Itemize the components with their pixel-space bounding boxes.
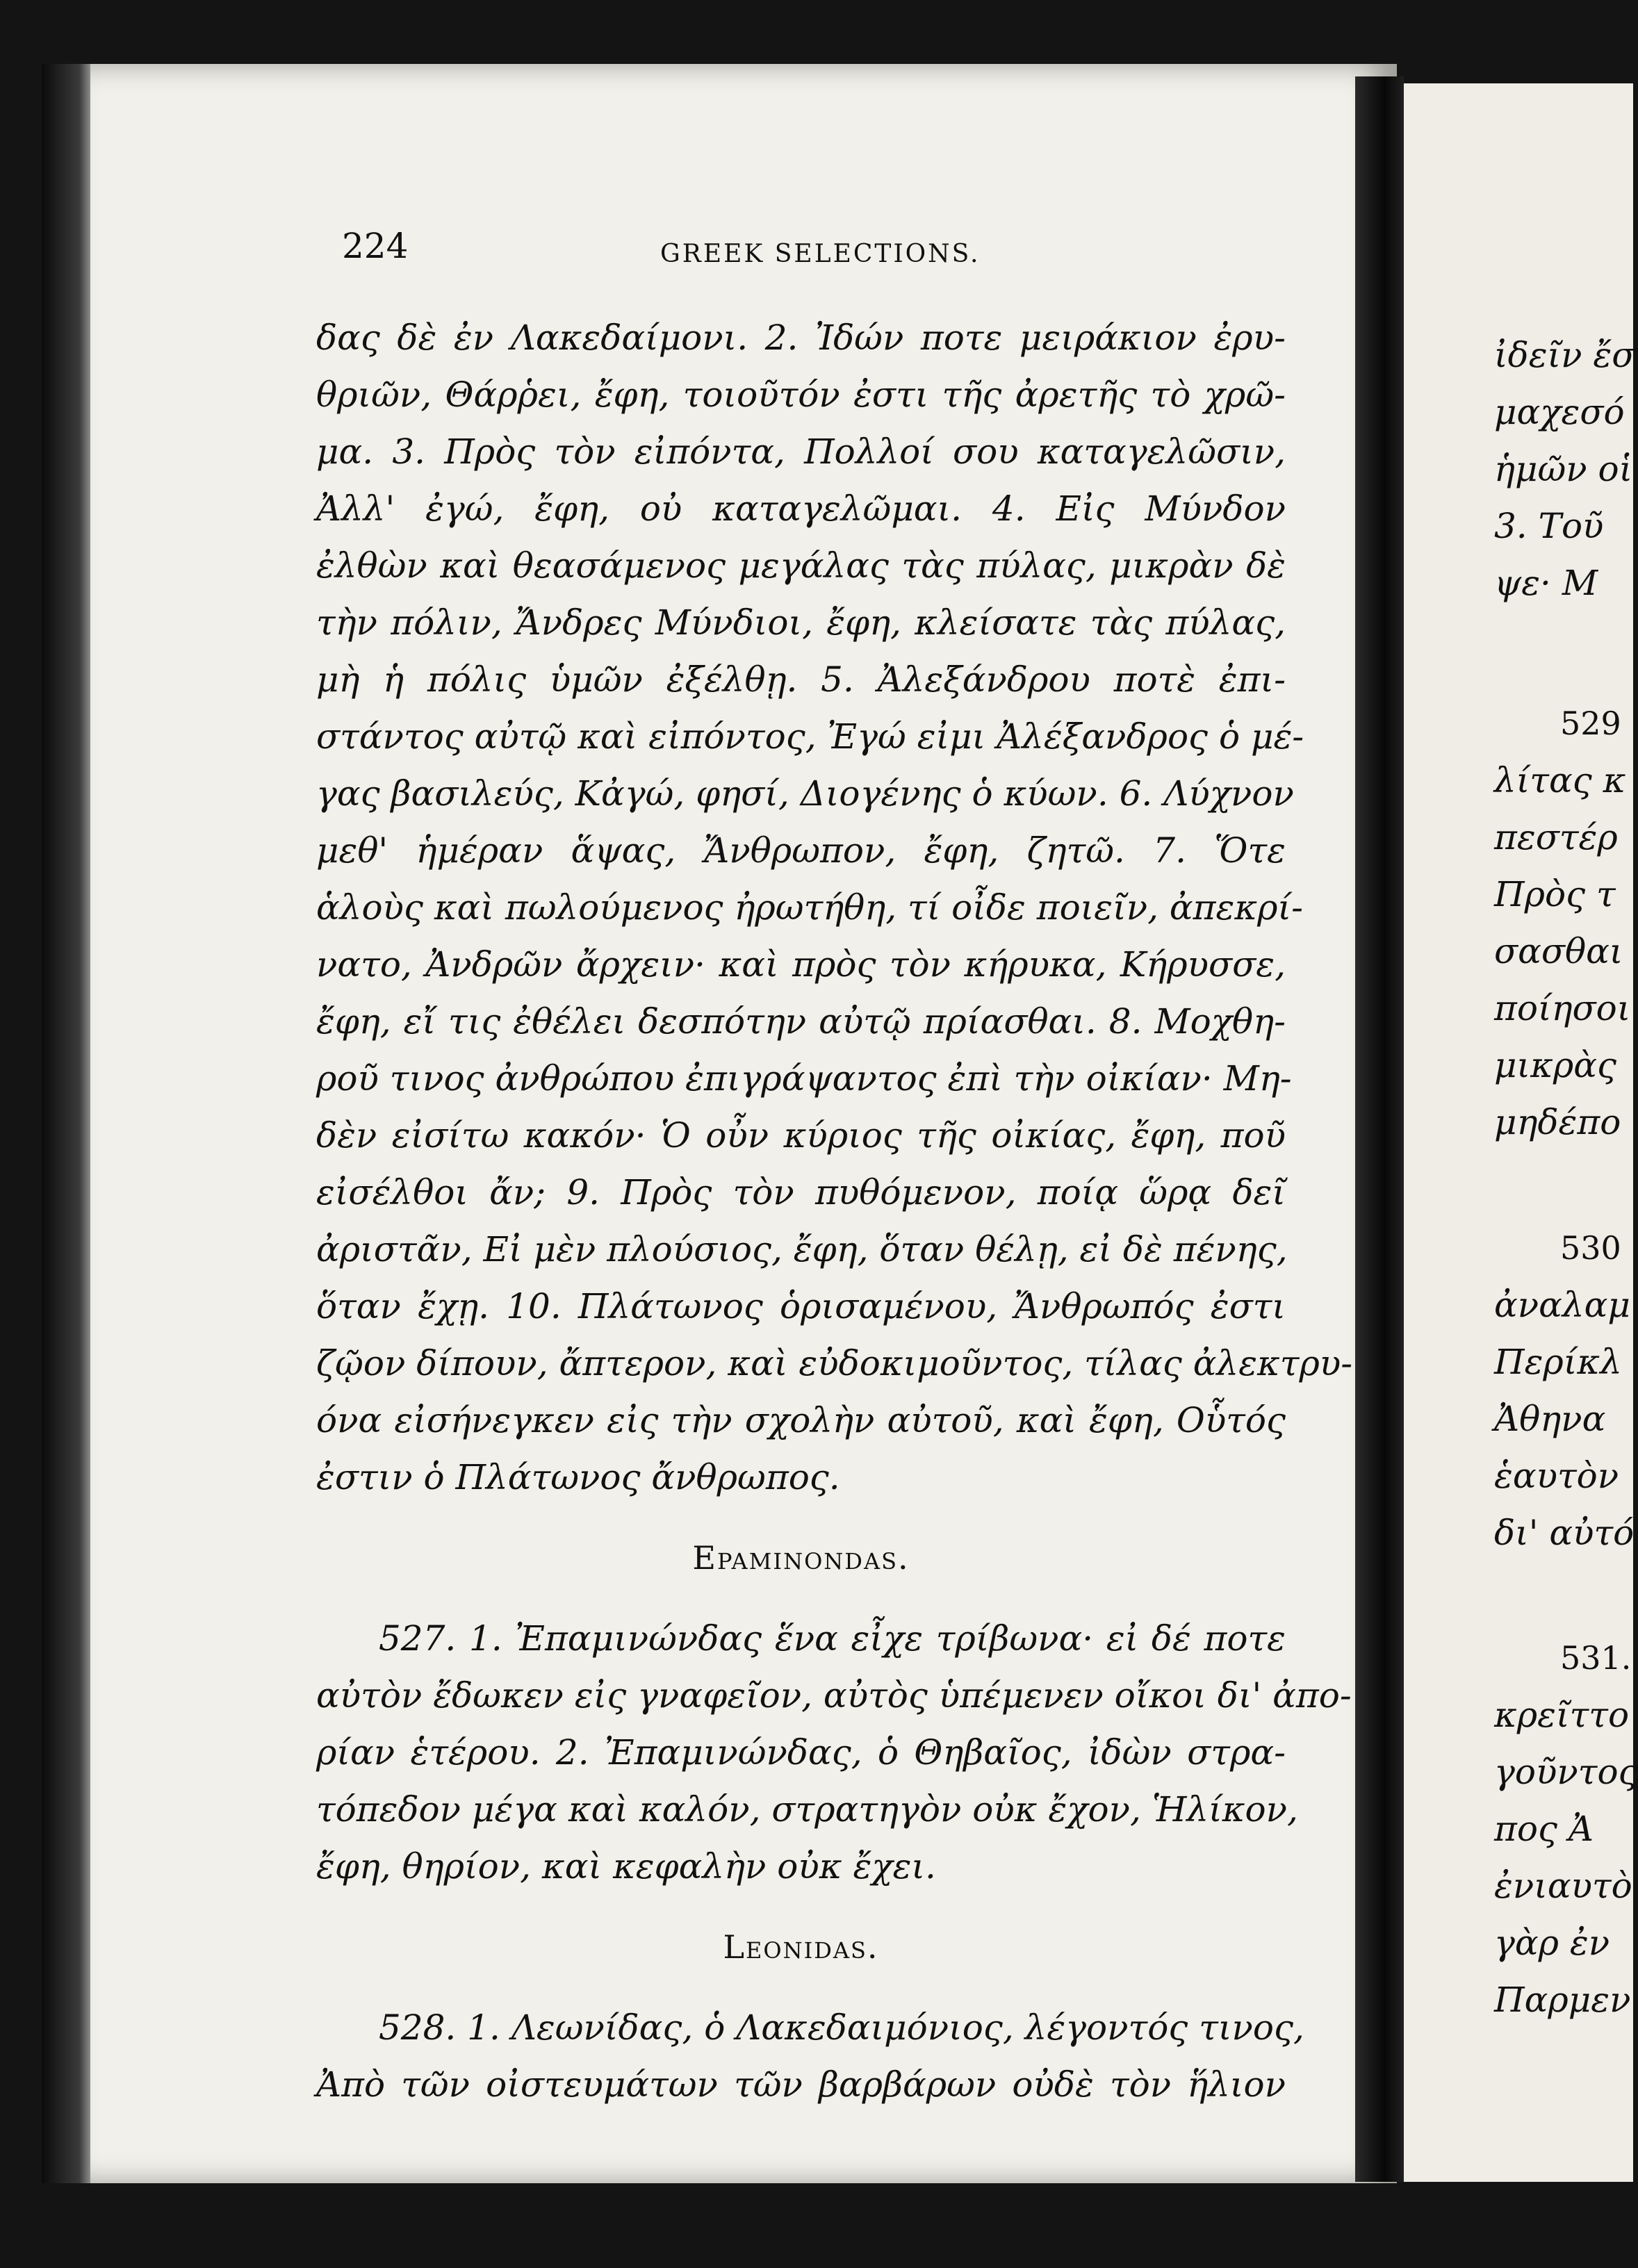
section-leonidas bbox=[316, 1999, 1304, 2113]
right-page-fragment-4 bbox=[1494, 1629, 1638, 2028]
section-number: 530 bbox=[1560, 1229, 1621, 1267]
section-number: 529 bbox=[1560, 705, 1621, 742]
section-heading-epaminondas: Epaminondas. bbox=[692, 1539, 910, 1577]
text-line: ἁλοὺς καὶ πωλούμενος ἠρωτήθη, τί οἶδε ποιεῖν, ἀπεκρί- bbox=[316, 887, 1304, 928]
text-line: εἰσέλθοι ἄν; 9. Πρὸς τὸν πυθόμενον, ποίᾳ ὥρᾳ δεῖ bbox=[316, 1172, 1286, 1213]
running-title: GREEK SELECTIONS. bbox=[660, 240, 981, 268]
text-line: ἐλθὼν καὶ θεασάμενος μεγάλας τὰς πύλας, μικρὰν δὲ bbox=[316, 545, 1286, 586]
page-number: 224 bbox=[342, 226, 409, 266]
text-line: μα. 3. Πρὸς τὸν εἰπόντα, Πολλοί σου καταγελῶσιν, bbox=[316, 432, 1286, 472]
fragment-line: Περίκλ bbox=[1494, 1342, 1622, 1382]
fragment-line: Πρὸς τ bbox=[1494, 874, 1616, 914]
fragment-line: λίτας κ bbox=[1494, 760, 1626, 800]
fragment-line: πος Ἀ bbox=[1494, 1809, 1594, 1849]
text-line: Ἀπὸ τῶν οἰστευμάτων τῶν βαρβάρων οὐδὲ τὸν ἥλιον bbox=[316, 2064, 1286, 2105]
text-line: δας δὲ ἐν Λακεδαίμονι. 2. Ἰδών ποτε μειράκιον ἐρυ- bbox=[316, 318, 1286, 358]
text-line: τόπεδον μέγα καὶ καλόν, στρατηγὸν οὐκ ἔχον, Ἡλίκον, bbox=[316, 1789, 1298, 1830]
text-line: δὲν εἰσίτω κακόν· Ὁ οὖν κύριος τῆς οἰκίας, ἔφη, ποῦ bbox=[316, 1115, 1286, 1156]
fragment-line: κρεῖττο bbox=[1494, 1695, 1630, 1735]
text-line: θριῶν, Θάρῥει, ἔφη, τοιοῦτόν ἐστι τῆς ἀρετῆς τὸ χρῶ- bbox=[316, 375, 1286, 415]
fragment-line: ἡμῶν οἱ bbox=[1494, 449, 1633, 489]
fragment-line: ποίησοι bbox=[1494, 988, 1631, 1028]
fragment-line: γὰρ ἐν bbox=[1494, 1923, 1610, 1963]
section-epaminondas bbox=[316, 1610, 1352, 1895]
text-line: ἔφη, εἴ τις ἐθέλει δεσπότην αὐτῷ πρίασθαι. 8. Μοχθη- bbox=[316, 1001, 1286, 1042]
text-line: μεθ' ἡμέραν ἅψας, Ἄνθρωπον, ἔφη, ζητῶ. 7. Ὅτε bbox=[316, 830, 1286, 871]
text-line: γας βασιλεύς, Κἀγώ, φησί, Διογένης ὁ κύων. 6. Λύχνον bbox=[316, 773, 1294, 814]
fragment-line: ψε· Μ bbox=[1494, 563, 1598, 603]
fragment-line: ἀναλαμ bbox=[1494, 1285, 1630, 1325]
text-line: ὅταν ἔχῃ. 10. Πλάτωνος ὁρισαμένου, Ἄνθρωπός ἐστι bbox=[316, 1286, 1286, 1326]
fragment-line: ἰδεῖν ἔσ bbox=[1494, 335, 1636, 375]
text-line: ἀριστᾶν, Εἰ μὲν πλούσιος, ἔφη, ὅταν θέλῃ, εἰ δὲ πένης, bbox=[316, 1229, 1288, 1269]
page-body bbox=[316, 309, 1353, 2113]
text-line: όνα εἰσήνεγκεν εἰς τὴν σχολὴν αὐτοῦ, καὶ ἔφη, Οὗτός bbox=[316, 1400, 1286, 1440]
fragment-line: μαχεσό bbox=[1494, 392, 1625, 432]
text-line: μὴ ἡ πόλις ὑμῶν ἐξέλθῃ. 5. Ἀλεξάνδρου ποτὲ ἐπι- bbox=[316, 659, 1286, 700]
text-line: 527. 1. Ἐπαμινώνδας ἕνα εἶχε τρίβωνα· εἰ δέ ποτε bbox=[379, 1618, 1286, 1659]
text-line: νατο, Ἀνδρῶν ἄρχειν· καὶ πρὸς τὸν κήρυκα, Κήρυσσε, bbox=[316, 944, 1286, 985]
text-line: τὴν πόλιν, Ἄνδρες Μύνδιοι, ἔφη, κλείσατε τὰς πύλας, bbox=[316, 602, 1286, 643]
fragment-line: Παρμεν bbox=[1494, 1980, 1631, 2020]
fragment-line: 3. Τοῦ bbox=[1494, 506, 1604, 546]
section-top bbox=[316, 309, 1353, 1506]
fragment-line: δι' αὐτό bbox=[1494, 1513, 1635, 1553]
text-line: στάντος αὐτῷ καὶ εἰπόντος, Ἐγώ εἰμι Ἀλέξανδρος ὁ μέ- bbox=[316, 716, 1304, 757]
section-heading-leonidas: Leonidas. bbox=[723, 1928, 879, 1966]
text-line: ἐστιν ὁ Πλάτωνος ἄνθρωπος. bbox=[316, 1457, 840, 1497]
text-line: αὐτὸν ἔδωκεν εἰς γναφεῖον, αὐτὸς ὑπέμενεν οἴκοι δι' ἀπο- bbox=[316, 1675, 1352, 1716]
fragment-line: σασθαι bbox=[1494, 931, 1623, 971]
fragment-line: πεστέρ bbox=[1494, 817, 1618, 857]
book-spine bbox=[1355, 76, 1404, 2182]
fragment-line: γοῦντος bbox=[1494, 1752, 1638, 1792]
section-number: 531. bbox=[1560, 1639, 1632, 1677]
right-page-fragment-1 bbox=[1494, 327, 1636, 611]
right-page-fragment-3 bbox=[1494, 1219, 1633, 1561]
fragment-line: μηδέπο bbox=[1494, 1102, 1621, 1142]
fragment-line: μικρὰς bbox=[1494, 1045, 1617, 1085]
text-line: ροῦ τινος ἀνθρώπου ἐπιγράψαντος ἐπὶ τὴν οἰκίαν· Μη- bbox=[316, 1058, 1292, 1099]
text-line: Ἀλλ' ἐγώ, ἔφη, οὐ καταγελῶμαι. 4. Εἰς Μύνδον bbox=[316, 488, 1286, 529]
text-line: ζῷον δίπουν, ἄπτερον, καὶ εὐδοκιμοῦντος, τίλας ἀλεκτρυ- bbox=[316, 1343, 1353, 1383]
text-line: ρίαν ἑτέρου. 2. Ἐπαμινώνδας, ὁ Θηβαῖος, ἰδὼν στρα- bbox=[316, 1732, 1286, 1773]
text-line: 528. 1. Λεωνίδας, ὁ Λακεδαιμόνιος, λέγοντός τινος, bbox=[379, 2007, 1304, 2048]
right-page-fragment-2 bbox=[1494, 695, 1633, 1151]
fragment-line: ἑαυτὸν bbox=[1494, 1456, 1619, 1496]
text-line: ἔφη, θηρίον, καὶ κεφαλὴν οὐκ ἔχει. bbox=[316, 1846, 936, 1887]
fragment-line: Ἀθηνα bbox=[1494, 1399, 1606, 1439]
fragment-line: ἐνιαυτὸ bbox=[1494, 1866, 1632, 1906]
